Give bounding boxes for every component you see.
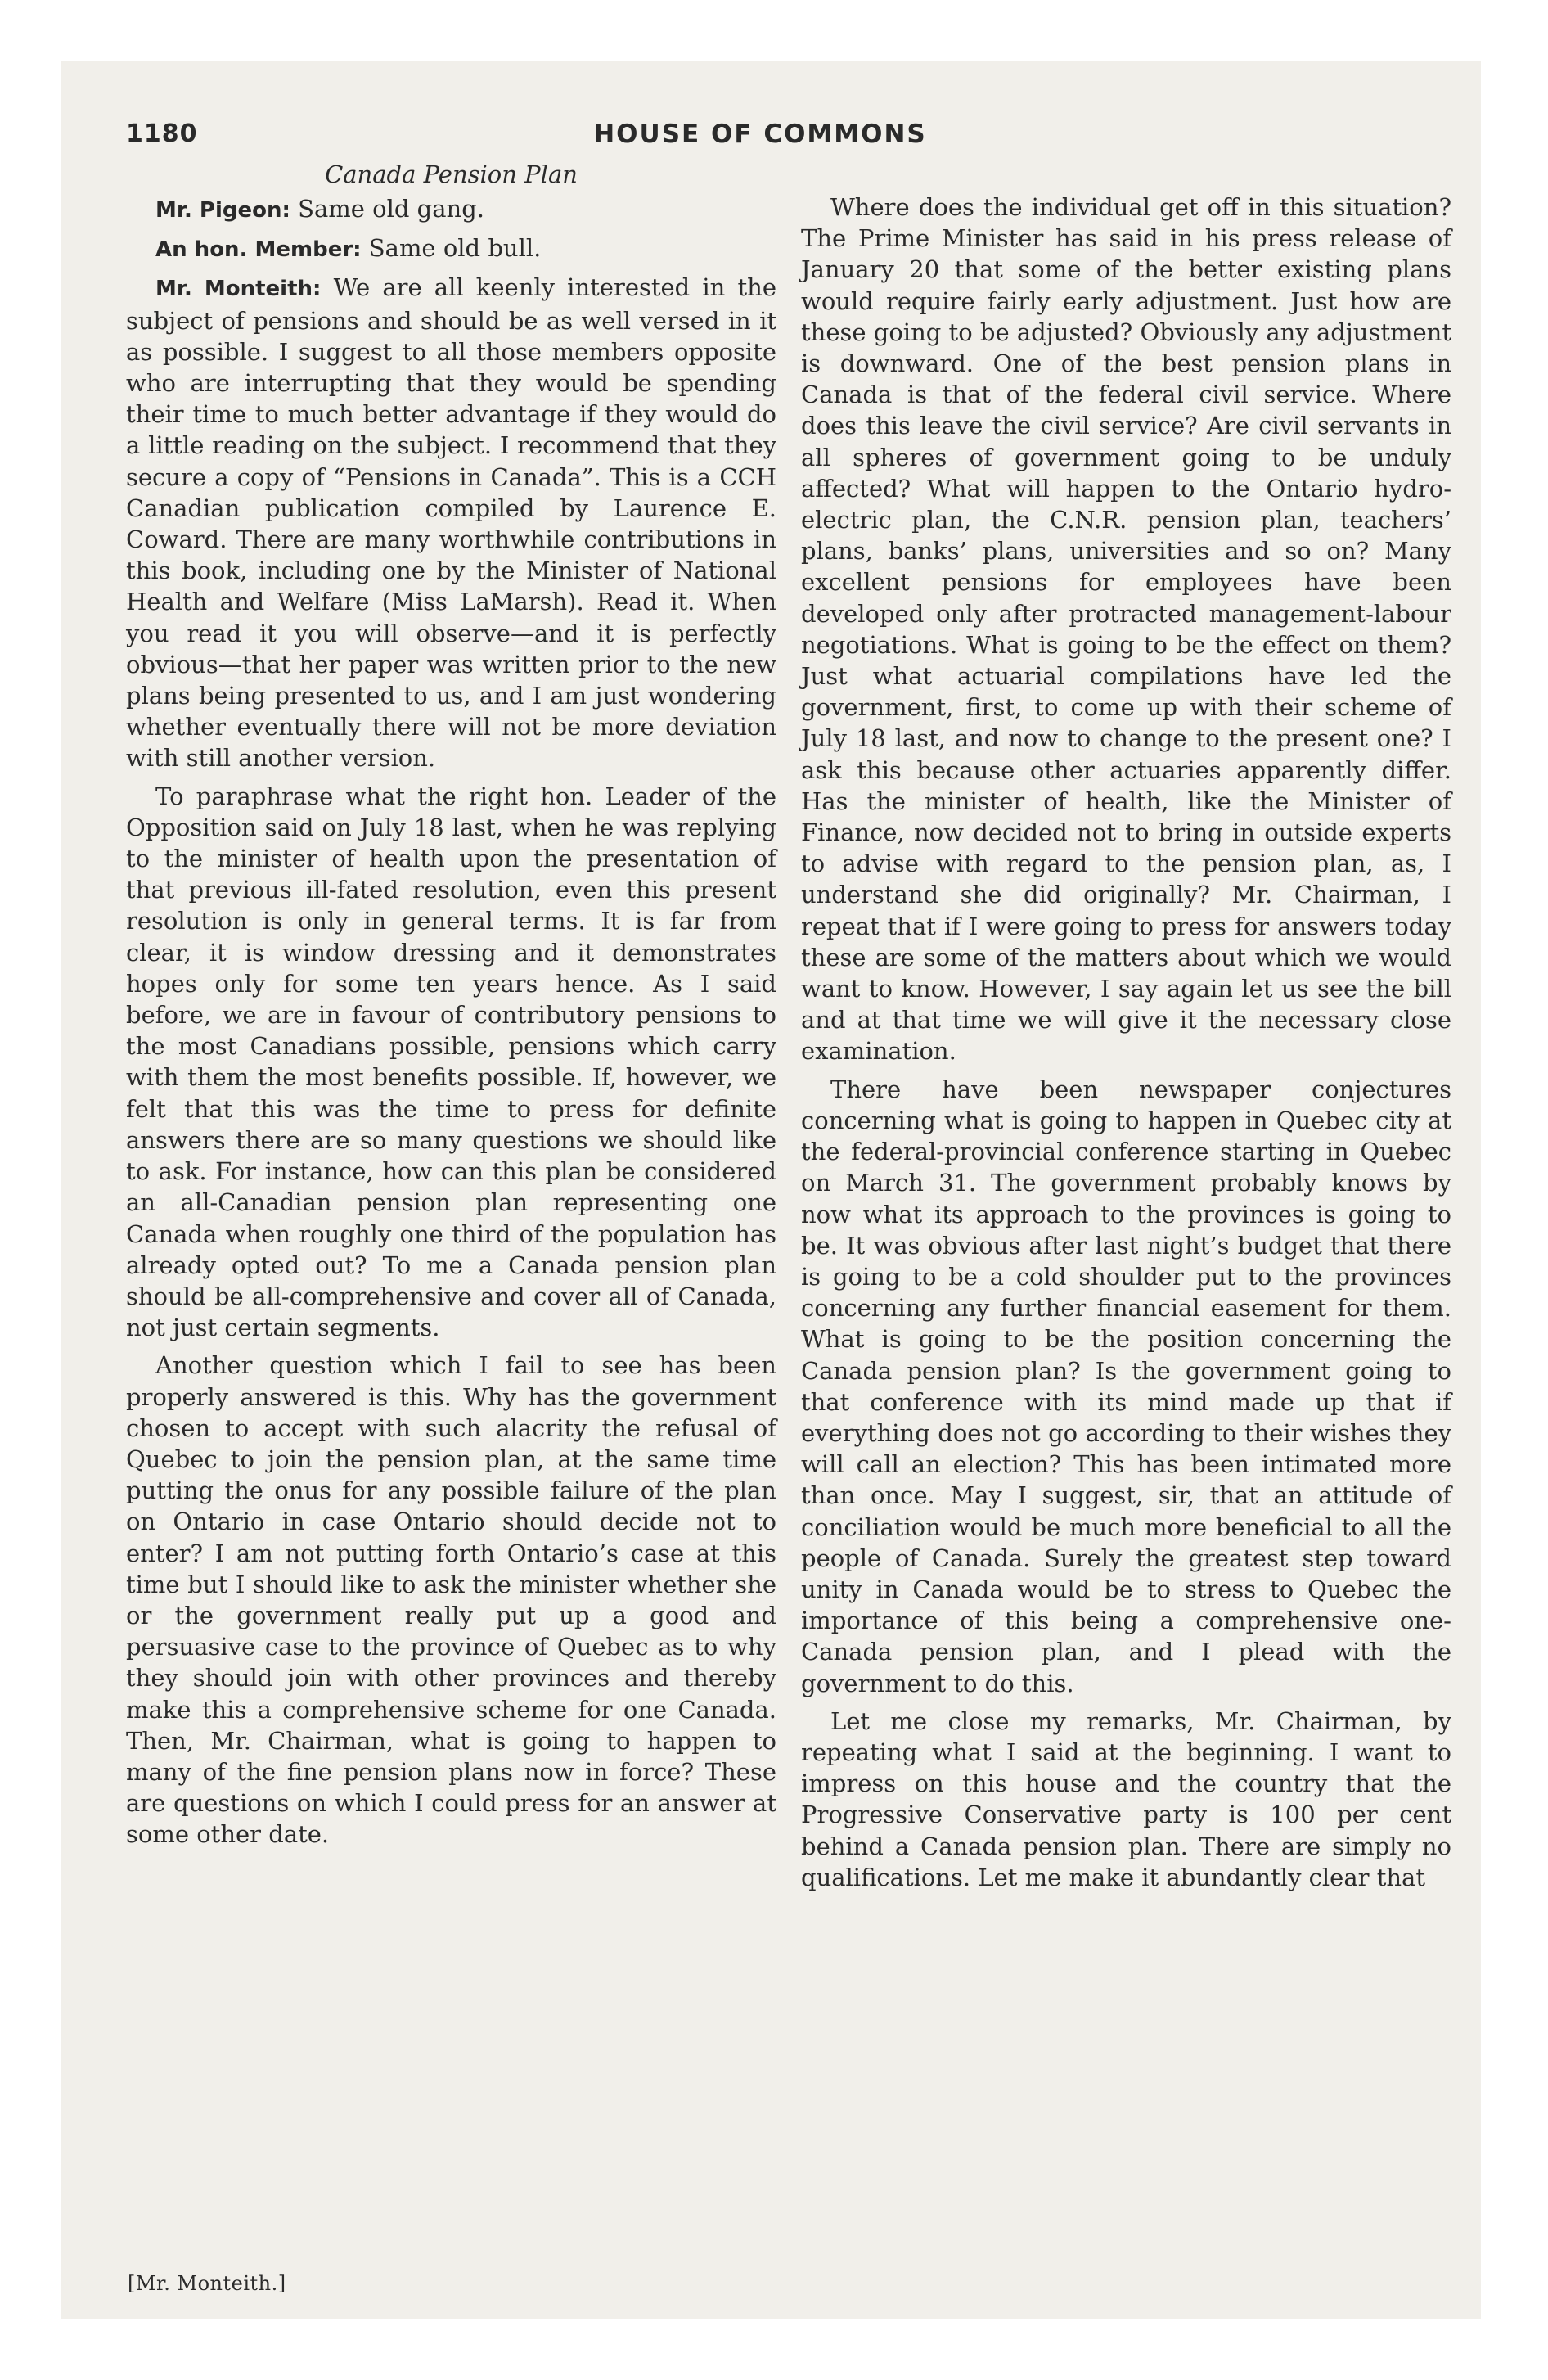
paragraph-hon-member bbox=[126, 232, 776, 265]
speaker-name: An hon. Member: bbox=[155, 237, 362, 263]
left-column bbox=[126, 159, 776, 1857]
document-page bbox=[61, 61, 1481, 2319]
paragraph-another-question: Another question which I fail to see has been properly answered is this. Why has the government chosen to accept with such alacrity the refusal of Quebec to join the pension plan, at the same time putting the onus for any possible failure of the plan on Ontario in case Ontario should decide not to enter? I am not putting forth Ontario’s case at this time but I should like to ask the minister whether she or the government really put up a good and persuasive case to the province of Quebec as to why they should join with other provinces and thereby make this a comprehensive scheme for one Canada. Then, Mr. Chairman, what is going to happen to many of the fine pension plans now in force? These are questions on which I could press for an answer at some other date. bbox=[126, 1351, 776, 1849]
paragraph-monteith bbox=[126, 272, 776, 773]
page-number: 1180 bbox=[126, 119, 198, 148]
right-column bbox=[801, 192, 1451, 1900]
speech-text: Same old bull. bbox=[368, 234, 542, 263]
paragraph-pigeon bbox=[126, 193, 776, 226]
speech-text: We are all keenly interested in the subject of pensions and should be as well versed in it as possible. I suggest to all those members opposite who are interrupting that they would be spending their time to much better advantage if they would do a little reading on the subject. I recommend that they secure a copy of “Pensions in Canada”. This is a CCH Canadian publication compiled by Laurence E. Coward. There are many worthwhile contributions in this book, including one by the Minister of National Health and Welfare (Miss LaMarsh). Read it. When you read it you will observe—and it is perfectly obvious—that her paper was written prior to the new plans being presented to us, and I am just wondering whether eventually there will not be more deviation with still another version. bbox=[126, 273, 776, 773]
paragraph-closing: Let me close my remarks, Mr. Chairman, by repeating what I said at the beginning. I want to impress on this house and the country that the Progressive Conservative party is 100 per cent behind a Canada pension plan. There are simply no qualifications. Let me make it abundantly clear that bbox=[801, 1706, 1451, 1891]
paragraph-conjectures: There have been newspaper conjectures concerning what is going to happen in Quebec city at the federal-provincial conference starting in Quebec on March 31. The government probably knows by now what its approach to the provinces is going to be. It was obvious after last night’s budget that there is going to be a cold shoulder put to the provinces concerning any further financial easement for them. What is going to be the position concerning the Canada pension plan? Is the government going to that conference with its mind made up that if everything does not go according to their wishes they will call an election? This has been intimated more than once. May I suggest, sir, that an attitude of conciliation would be much more beneficial to all the people of Canada. Surely the greatest step toward unity in Canada would be to stress to Quebec the importance of this being a comprehensive one-Canada pension plan, and I plead with the government to do this. bbox=[801, 1075, 1451, 1697]
page-title: HOUSE OF COMMONS bbox=[593, 119, 927, 149]
speaker-name: Mr. Pigeon: bbox=[155, 198, 290, 223]
speech-text: Same old gang. bbox=[298, 195, 484, 223]
paragraph-individual: Where does the individual get off in this situation? The Prime Minister has said in his press release of January 20 that some of the better existing plans would require fairly early adjustment. Just how are these going to be adjusted? Obviously any adjustment is downward. One of the best pension plans in Canada is that of the federal civil service. Where does this leave the civil service? Are civil servants in all spheres of government going to be unduly affected? What will happen to the Ontario hydro-electric plan, the C.N.R. pension plan, teachers’ plans, banks’ plans, universities and so on? Many excellent pensions for employees have been developed only after protracted management-labour negotiations. What is going to be the effect on them? Just what actuarial compilations have led the government, first, to come up with their scheme of July 18 last, and now to change to the present one? I ask this because other actuaries apparently differ. Has the minister of health, like the Minister of Finance, now decided not to bring in outside experts to advise with regard to the pension plan, as, I understand she did originally? Mr. Chairman, I repeat that if I were going to press for answers today these are some of the matters about which we would want to know. However, I say again let us see the bill and at that time we will give it the necessary close examination. bbox=[801, 193, 1451, 1066]
section-subheading: Canada Pension Plan bbox=[325, 160, 578, 188]
speaker-name: Mr. Monteith: bbox=[155, 277, 322, 302]
paragraph-paraphrase: To paraphrase what the right hon. Leader of the Opposition said on July 18 last, when he was replying to the minister of health upon the presentation of that previous ill-fated resolution, even this present resolution is only in general terms. It is far from clear, it is window dressing and it demonstrates hopes only for some ten years hence. As I said before, we are in favour of contributory pensions to the most Canadians possible, pensions which carry with them the most benefits possible. If, however, we felt that this was the time to press for definite answers there are so many questions we should like to ask. For instance, how can this plan be considered an all-Canadian pension plan representing one Canada when roughly one third of the population has already opted out? To me a Canada pension plan should be all-comprehensive and cover all of Canada, not just certain segments. bbox=[126, 782, 776, 1342]
page-footer: [Mr. Monteith.] bbox=[128, 2272, 286, 2295]
